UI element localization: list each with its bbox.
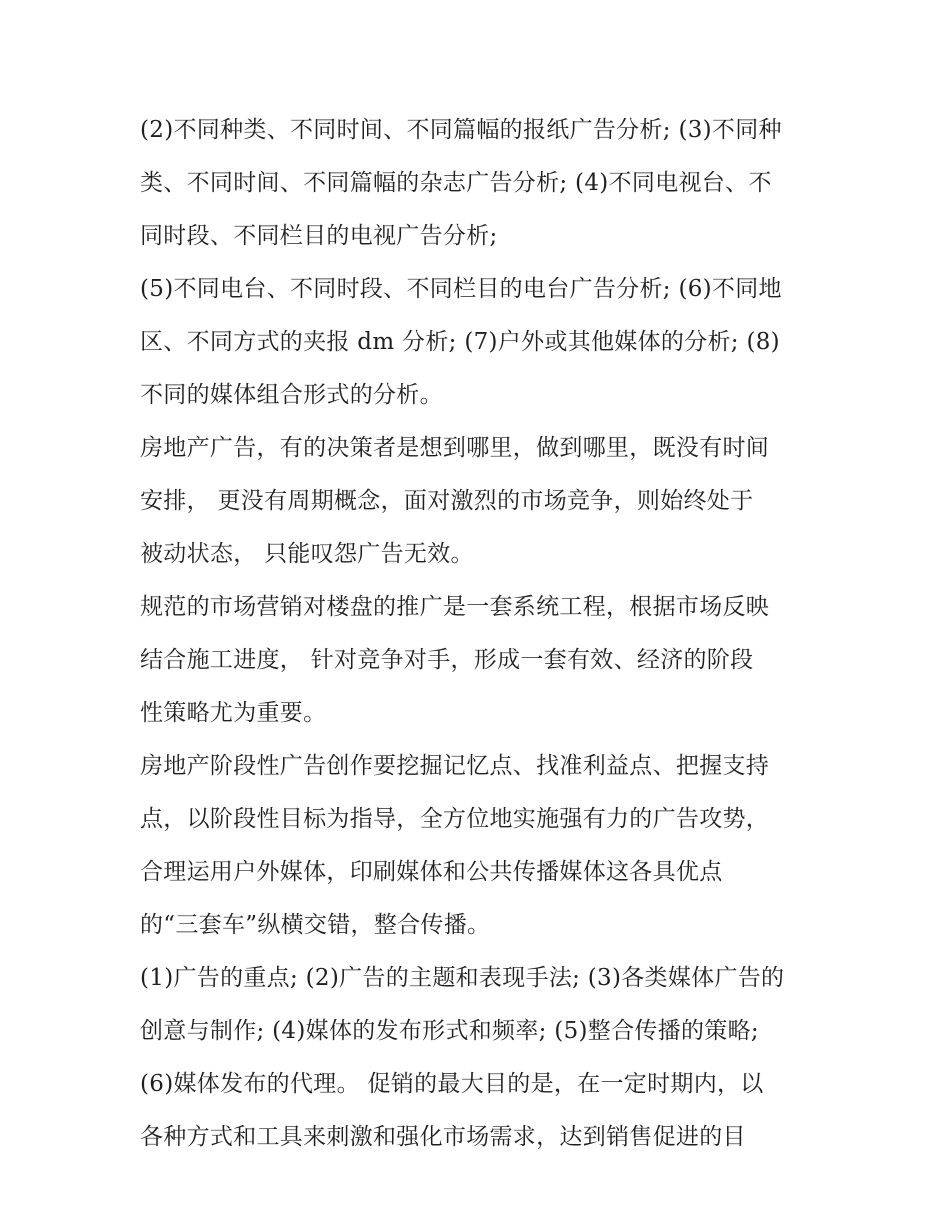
text-line: (5)不同电台、不同时段、不同栏目的电台广告分析; (6)不同地 <box>140 276 782 302</box>
text-line: 房地产阶段性广告创作要挖掘记忆点、找准利益点、把握支持 <box>140 753 770 779</box>
text-line: 安排， 更没有周期概念，面对激烈的市场竞争，则始终处于 <box>140 488 754 514</box>
text-line: 各种方式和工具来刺激和强化市场需求，达到销售促进的目 <box>140 1124 746 1150</box>
text-line: (6)媒体发布的代理。 促销的最大目的是，在一定时期内，以 <box>140 1071 764 1097</box>
document-body <box>140 104 820 1164</box>
text-line: (1)广告的重点; (2)广告的主题和表现手法; (3)各类媒体广告的 <box>140 965 785 991</box>
text-line: 被动状态， 只能叹怨广告无效。 <box>140 541 474 567</box>
text-line: 同时段、不同栏目的电视广告分析; <box>140 223 498 249</box>
text-line: 点，以阶段性目标为指导，全方位地实施强有力的广告攻势， <box>140 806 770 832</box>
text-line: 创意与制作; (4)媒体的发布形式和频率; (5)整合传播的策略; <box>140 1018 759 1044</box>
text-line: 性策略尤为重要。 <box>140 700 327 726</box>
text-line: 合理运用户外媒体，印刷媒体和公共传播媒体这各具优点 <box>140 859 723 885</box>
text-line: 区、不同方式的夹报 dm 分析; (7)户外或其他媒体的分析; (8) <box>140 329 780 355</box>
text-line: 不同的媒体组合形式的分析。 <box>140 382 443 408</box>
text-line: 类、不同时间、不同篇幅的杂志广告分析; (4)不同电视台、不 <box>140 170 772 196</box>
text-line: (2)不同种类、不同时间、不同篇幅的报纸广告分析; (3)不同种 <box>140 117 782 143</box>
text-line: 结合施工进度， 针对竞争对手，形成一套有效、经济的阶段 <box>140 647 754 673</box>
text-line: 房地产广告，有的决策者是想到哪里，做到哪里，既没有时间 <box>140 435 770 461</box>
text-line: 规范的市场营销对楼盘的推广是一套系统工程，根据市场反映 <box>140 594 770 620</box>
text-line: 的“三套车”纵横交错，整合传播。 <box>140 912 491 938</box>
